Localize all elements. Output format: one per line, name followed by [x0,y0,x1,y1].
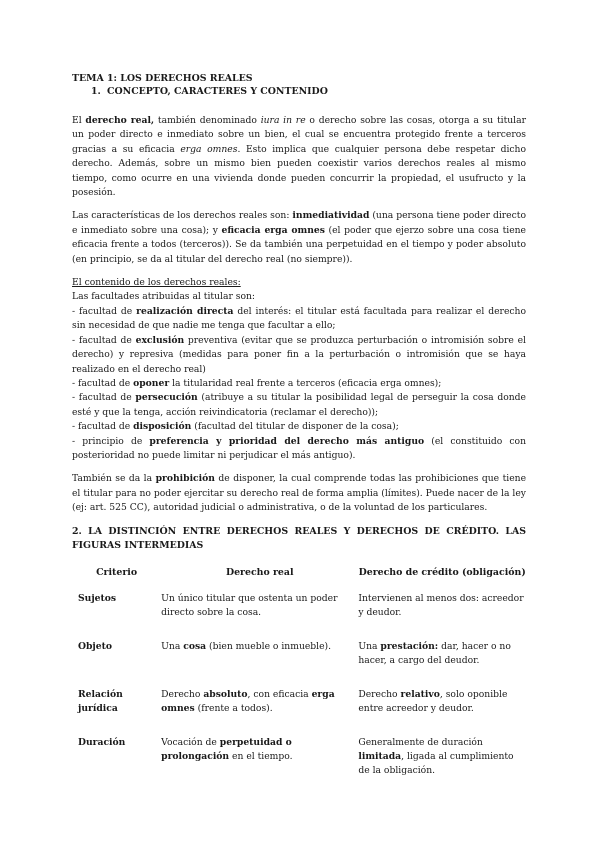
facultad-term: oponer [133,377,170,389]
term-iura-in-re: iura in re [260,115,306,126]
cell-criterio: Objeto [78,640,112,652]
term-prohibicion: prohibición [155,473,215,485]
list-item: - facultad de disposición (facultad del titular de disponer de la cosa); [72,421,399,433]
cell-criterio: Duración [78,736,126,748]
table-header-row [72,567,526,592]
comparison-table [72,567,526,798]
header-criterio: Criterio [96,566,138,578]
list-item: - facultad de exclusión preventiva (evitar que se produzca perturbación o intromisión sobre el derecho) y represiva (medidas para poner fin a la perturbación o intromisión que se haya realizado en el derecho real) [72,334,526,375]
facultad-term: exclusión [135,334,185,346]
facultad-term: realización directa [136,305,234,317]
facultad-term: preferencia y prioridad del derecho más antiguo [149,435,425,447]
section-2-heading: 2. LA DISTINCIÓN ENTRE DERECHOS REALES Y DERECHOS DE CRÉDITO. LAS FIGURAS INTERMEDIAS [72,525,526,551]
cell-criterio: Relación jurídica [78,688,123,714]
paragraph-prohibicion: También se da la prohibición de disponer, la cual comprende todas las prohibiciones que tiene el titular para no poder ejercitar su derecho real de forma amplia (límites). Puede nacer de la ley (ej: art. 525 CC), autoridad judicial o administrativa, o de la voluntad de los particulares. [72,473,527,514]
facultad-term: disposición [133,421,192,433]
table-row [72,736,526,798]
term-erga-omnes: erga omnes [180,143,238,155]
section-1-title: CONCEPTO, CARACTERES Y CONTENIDO [107,86,328,97]
cell-derecho-real: Derecho absoluto, con eficacia erga omnes (frente a todos). [161,688,335,714]
list-item: - facultad de persecución (atribuye a su titular la posibilidad legal de perseguir la cosa donde esté y que la tenga, acción reivindicatoria (reclamar el derecho)); [72,392,526,418]
header-derecho-real: Derecho real [225,566,294,578]
cell-derecho-credito: Intervienen al menos dos: acreedor y deudor. [358,592,524,618]
list-item: - facultad de oponer la titularidad real frente a terceros (eficacia erga omnes); [72,377,442,389]
section-1-number: 1. [91,86,101,97]
paragraph-definition: El derecho real, también denominado iura in re o derecho sobre las cosas, otorga a su titular un poder directo e inmediato sobre un bien, el cual se encuentra protegido frente a terceros gracias a su eficacia erga omnes. Esto implica que cualquier persona debe respetar dicho derecho. Además, sobre un mismo bien pueden coexistir varios derechos reales al mismo tiempo, como ocurre en una vivienda donde pueden concurrir la propiedad, el usufructo y la posesión. [72,115,526,199]
term-derecho-real: derecho real, [85,115,155,126]
section-1-heading [72,85,526,98]
document-page [72,72,526,798]
contenido-heading: El contenido de los derechos reales: [72,277,241,289]
table-row [72,640,526,688]
facultades-list [72,305,526,463]
term-eficacia-erga-omnes: eficacia erga omnes [221,224,325,236]
cell-derecho-credito: Generalmente de duración limitada, ligada al cumplimiento de la obligación. [358,736,514,776]
table-row [72,688,526,736]
cell-derecho-real: Una cosa (bien mueble o inmueble). [161,640,332,652]
term-inmediatividad: inmediatividad [292,210,370,222]
table-row [72,592,526,640]
cell-criterio: Sujetos [78,592,117,604]
document-title: TEMA 1: LOS DERECHOS REALES [72,73,253,84]
cell-derecho-real: Vocación de perpetuidad o prolongación en el tiempo. [161,736,293,762]
cell-derecho-credito: Una prestación: dar, hacer o no hacer, a cargo del deudor. [358,640,511,666]
contenido-intro: Las facultades atribuidas al titular son: [72,291,256,303]
paragraph-caracteristicas: Las características de los derechos reales son: inmediatividad (una persona tiene poder directo e inmediato sobre una cosa); y eficacia erga omnes (el poder que ejerzo sobre una cosa tiene eficacia frente a todos (terceros)). Se da también una perpetuidad en el tiempo y poder absoluto (en principio, se da al titular del derecho real (no siempre)). [72,210,526,265]
table-body [72,592,526,798]
cell-derecho-real: Un único titular que ostenta un poder directo sobre la cosa. [161,592,338,618]
cell-derecho-credito: Derecho relativo, solo oponible entre acreedor y deudor. [358,688,508,714]
list-item: - principio de preferencia y prioridad del derecho más antiguo (el constituido con posterioridad no puede limitar ni perjudicar el más antiguo). [72,435,527,461]
facultad-term: persecución [135,392,198,404]
list-item: - facultad de realización directa del interés: el titular está facultada para realizar el derecho sin necesidad de que nadie me tenga que facultar a ello; [72,305,526,332]
header-derecho-credito: Derecho de crédito (obligación) [358,566,526,578]
